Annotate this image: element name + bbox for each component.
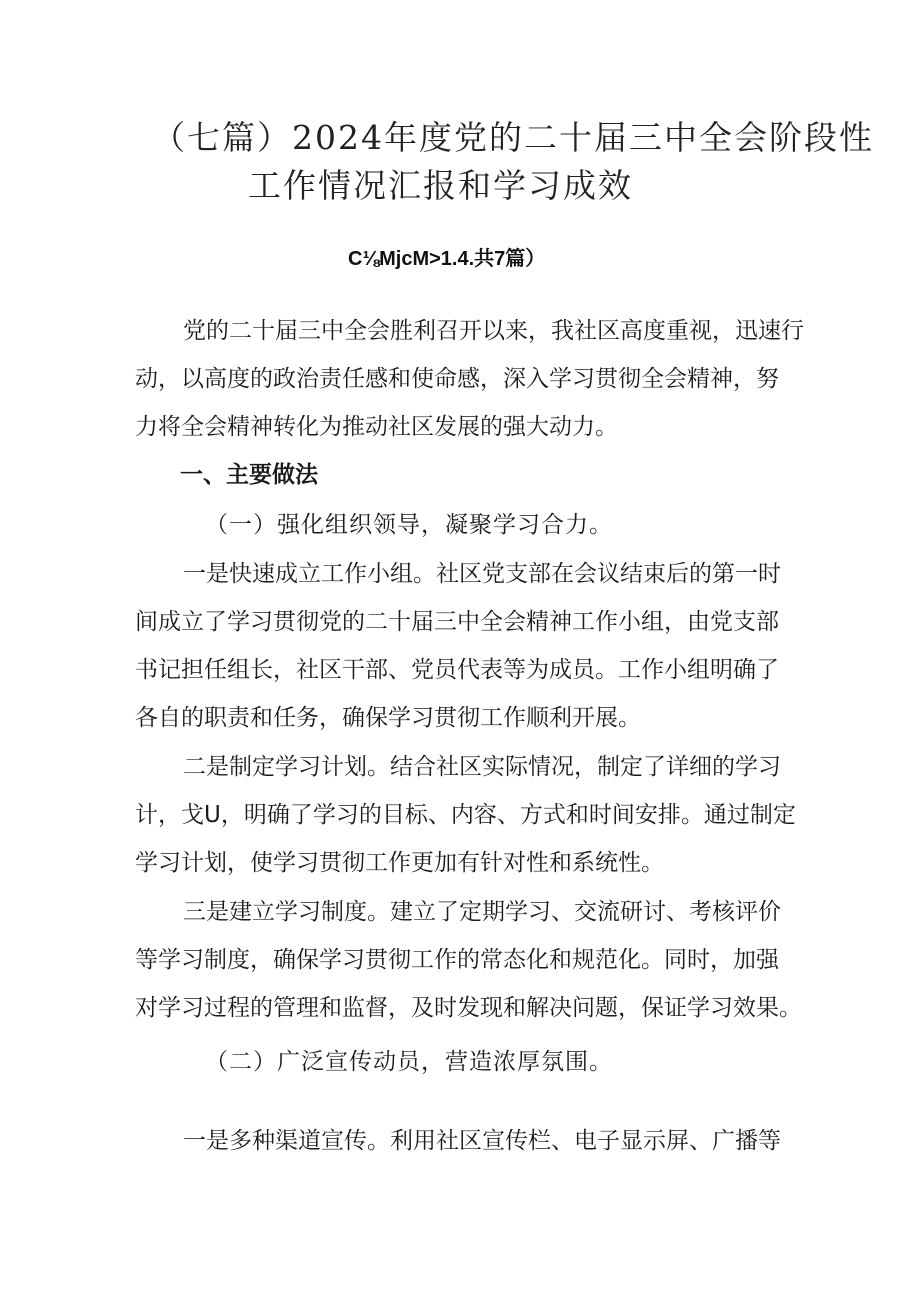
body-paragraph-line: 书记担任组长，社区干部、党员代表等为成员。工作小组明确了 (135, 657, 779, 683)
intro-paragraph-line: 动，以高度的政治责任感和使命感，深入学习贯彻全会精神，努 (135, 366, 779, 392)
document-title-line-1: （七篇）2024年度党的二十届三中全会阶段性 (152, 118, 874, 157)
intro-paragraph-line: 党的二十届三中全会胜利召开以来，我社区高度重视，迅速行 (183, 318, 804, 344)
document-subtitle: C⅛MjcM>1.4.共7篇） (348, 248, 546, 270)
document-title-line-2: 工作情况汇报和学习成效 (248, 166, 633, 205)
body-paragraph-line: 一是多种渠道宣传。利用社区宣传栏、电子显示屏、广播等 (183, 1128, 781, 1154)
section-heading: 一、主要做法 (180, 462, 318, 488)
body-paragraph-line: 一是快速成立工作小组。社区党支部在会议结束后的第一时 (183, 561, 781, 587)
body-paragraph-line: 二是制定学习计划。结合社区实际情况，制定了详细的学习 (183, 754, 781, 780)
body-paragraph-line: 三是建立学习制度。建立了定期学习、交流研讨、考核评价 (183, 899, 781, 925)
body-paragraph-line: 各自的职责和任务，确保学习贯彻工作顺利开展。 (135, 705, 641, 731)
body-paragraph-line: 对学习过程的管理和监督，及时发现和解决问题，保证学习效果。 (135, 995, 802, 1021)
body-paragraph-line: 等学习制度，确保学习贯彻工作的常态化和规范化。同时，加强 (135, 947, 779, 973)
subsection-heading: （二）广泛宣传动员，营造浓厚氛围。 (205, 1049, 613, 1075)
intro-paragraph-line: 力将全会精神转化为推动社区发展的强大动力。 (135, 414, 618, 440)
body-paragraph-line: 计，戈U，明确了学习的目标、内容、方式和时间安排。通过制定 (135, 802, 796, 828)
subsection-heading: （一）强化组织领导，凝聚学习合力。 (205, 512, 613, 538)
body-paragraph-line: 学习计划，使学习贯彻工作更加有针对性和系统性。 (135, 850, 664, 876)
body-paragraph-line: 间成立了学习贯彻党的二十届三中全会精神工作小组，由党支部 (135, 609, 779, 635)
